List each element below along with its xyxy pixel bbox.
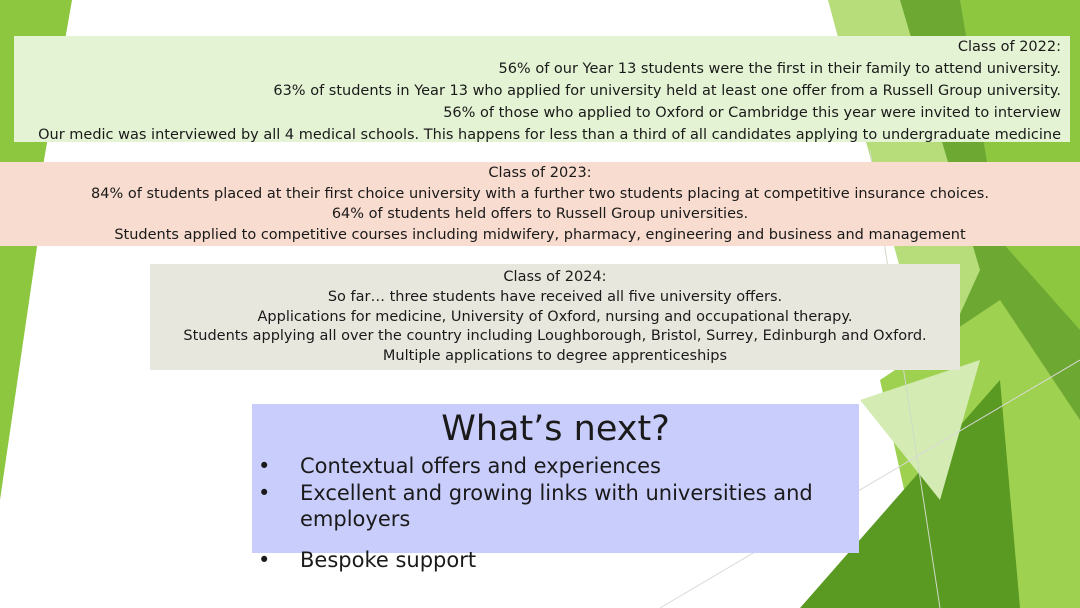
class-2024-heading: Class of 2024: <box>503 269 607 285</box>
class-2023-line: 64% of students held offers to Russell Group universities. <box>331 206 749 222</box>
whats-next-item-text: Excellent and growing links with universities and employers <box>300 481 813 531</box>
class-2024-line: Students applying all over the country including Loughborough, Bristol, Surrey, Edinburgh and Oxford. <box>183 328 927 345</box>
bullet-icon: • <box>258 548 271 572</box>
class-2022-heading: Class of 2022: <box>957 39 1061 55</box>
whats-next-title: What’s next? <box>441 409 670 449</box>
left-green-shape-bottom <box>0 240 38 500</box>
class-2024-box <box>150 264 960 370</box>
class-2023-heading: Class of 2023: <box>488 165 592 181</box>
bullet-icon: • <box>258 481 271 505</box>
class-2022-line: 63% of students in Year 13 who applied for university held at least one offer from a Russell Group university. <box>273 83 1061 99</box>
class-2022-box <box>14 36 1070 142</box>
whats-next-item-text: Contextual offers and experiences <box>300 454 661 478</box>
whats-next-item-text: Bespoke support <box>300 548 477 572</box>
bullet-icon: • <box>258 454 271 478</box>
class-2023-line: 84% of students placed at their first choice university with a further two students placing at competitive insurance choices. <box>91 185 989 202</box>
class-2022-line: 56% of those who applied to Oxford or Cambridge this year were invited to interview <box>443 105 1061 121</box>
class-2024-line: Multiple applications to degree apprenticeships <box>382 348 728 365</box>
class-2023-box <box>0 162 1080 246</box>
class-2023-line: Students applied to competitive courses including midwifery, pharmacy, engineering and business and management <box>114 226 966 243</box>
class-2022-line: Our medic was interviewed by all 4 medical schools. This happens for less than a third of all candidates applying to undergraduate medicine <box>38 127 1061 143</box>
class-2024-line: Applications for medicine, University of Oxford, nursing and occupational therapy. <box>257 308 853 325</box>
class-2024-line: So far… three students have received all five university offers. <box>327 288 783 305</box>
class-2022-line: 56% of our Year 13 students were the first in their family to attend university. <box>498 61 1061 77</box>
